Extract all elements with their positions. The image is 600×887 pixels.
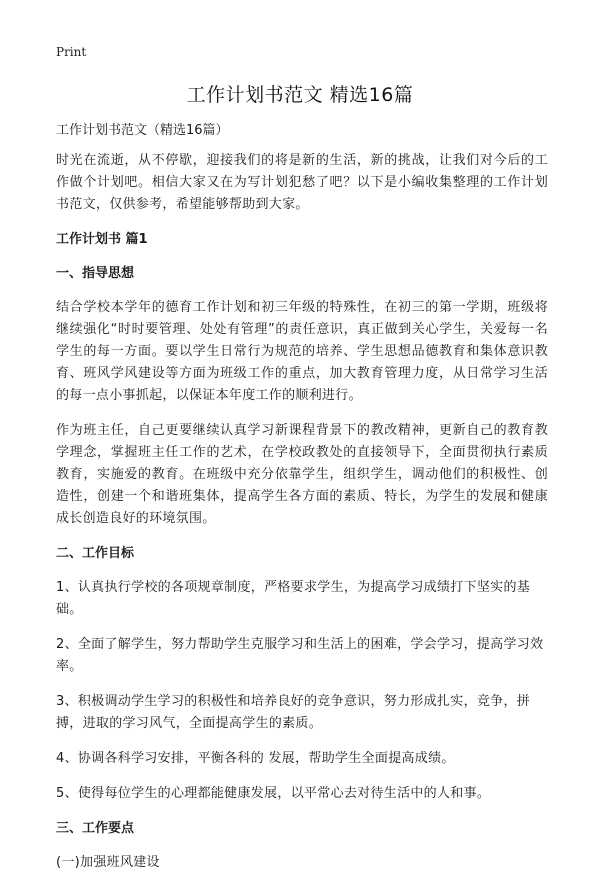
sub-heading-class-spirit: (一)加强班风建设 (56, 855, 160, 870)
intro-paragraph: 时光在流逝，从不停歇，迎接我们的将是新的生活，新的挑战，让我们对今后的工作做个计划吧。相信大家又在为写计划犯愁了吧？以下是小编收集整理的工作计划书范文，仅供参考，希望能够帮助到大家。 (56, 153, 548, 212)
goal-item: 4、协调各科学习安排，平衡各科的 发展，帮助学生全面提高成绩。 (56, 751, 455, 766)
heading-work-points: 三、工作要点 (56, 821, 135, 836)
print-label[interactable]: Print (56, 45, 87, 59)
goal-item: 3、积极调动学生学习的积极性和培养良好的竞争意识，努力形成扎实，竞争，拼搏，进取的学习风气，全面提高学生的素质。 (56, 694, 531, 731)
section-title: 工作计划书 篇1 (56, 232, 148, 247)
goal-item: 2、全面了解学生，努力帮助学生克服学习和生活上的困难，学会学习，提高学习效率。 (56, 637, 544, 674)
document-body (56, 120, 548, 887)
heading-work-goals: 二、工作目标 (56, 546, 135, 561)
document-subtitle: 工作计划书范文（精选16篇） (56, 123, 229, 138)
paragraph-1: 结合学校本学年的德育工作计划和初三年级的特殊性，在初三的第一学期，班级将继续强化“时时要管理、处处有管理”的责任意识，真正做到关心学生，关爱每一名学生的每一方面。要以学生日常行为规范的培养、学生思想品德教育和集体意识教育、班风学风建设等方面为班级工作的重点，加大教育管理力度，从日常学习生活的每一点小事抓起，以保证本年度工作的顺利进行。 (56, 300, 548, 403)
goal-item: 1、认真执行学校的各项规章制度，严格要求学生，为提高学习成绩打下坚实的基础。 (56, 580, 531, 617)
goal-item: 5、使得每位学生的心理都能健康发展，以平常心去对待生活中的人和事。 (56, 786, 491, 801)
page-title: 工作计划书范文 精选16篇 (186, 84, 414, 106)
paragraph-2: 作为班主任，自己更要继续认真学习新课程背景下的教改精神，更新自己的教育教学理念，掌握班主任工作的艺术，在学校政教处的直接领导下，全面贯彻执行素质教育，实施爱的教育。在班级中充分依靠学生，组织学生，调动他们的积极性、创造性，创建一个和谐班集体，提高学生各方面的素质、特长，为学生的发展和健康成长创造良好的环境氛围。 (56, 423, 548, 526)
heading-guiding-ideology: 一、指导思想 (56, 266, 135, 281)
